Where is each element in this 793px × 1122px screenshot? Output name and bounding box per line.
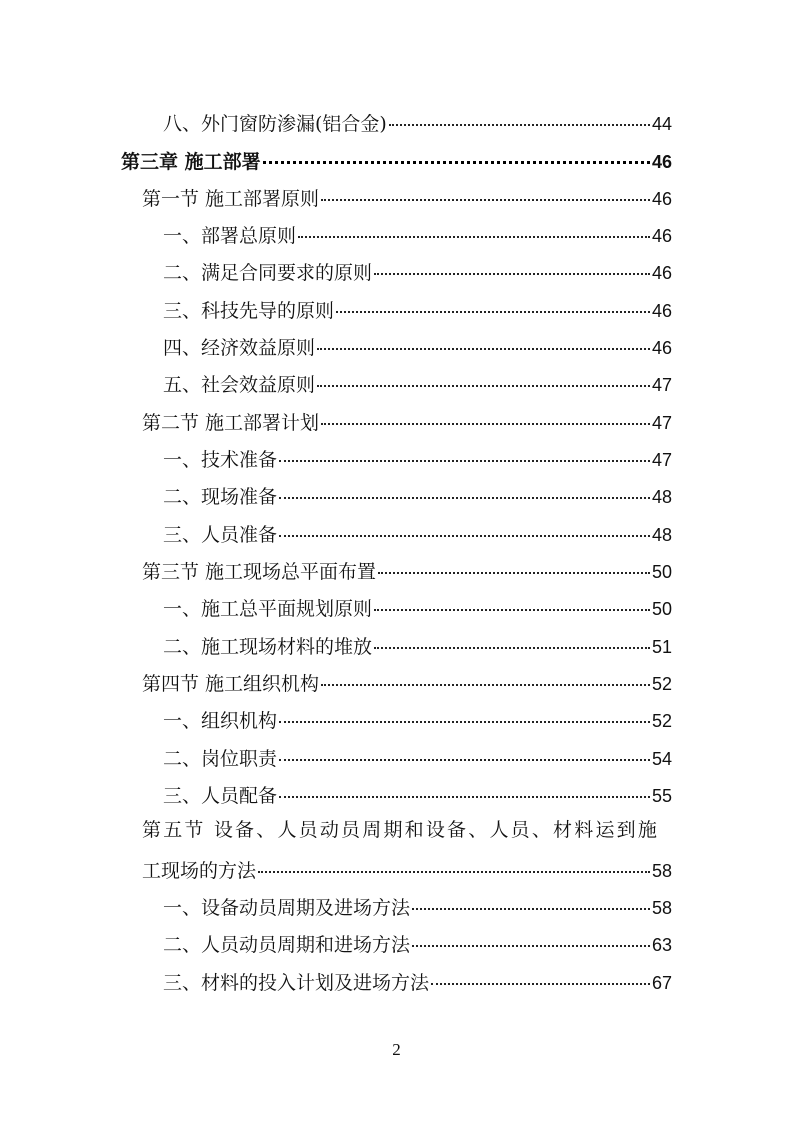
toc-entry-title: 三、材料的投入计划及进场方法	[163, 972, 430, 994]
dot-leader	[279, 699, 650, 723]
toc-entry-page: 50	[651, 562, 672, 582]
toc-entry-page: 52	[651, 711, 672, 731]
toc-chapter-entry[interactable]	[121, 143, 672, 173]
toc-section-entry[interactable]	[142, 554, 672, 584]
page-number: 2	[392, 1040, 401, 1059]
dot-leader	[412, 923, 650, 947]
dot-leader	[374, 251, 650, 275]
toc-entry-title: 二、人员动员周期和进场方法	[163, 934, 411, 956]
dot-leader	[317, 363, 650, 387]
toc-entry-page: 46	[651, 263, 672, 283]
dot-leader	[298, 214, 650, 238]
toc-entry-page: 51	[651, 637, 672, 657]
toc-entry-page: 58	[651, 898, 672, 918]
toc-entry[interactable]	[163, 255, 672, 285]
toc-entry-title: 四、经济效益原则	[163, 337, 316, 359]
toc-entry[interactable]	[163, 367, 672, 397]
toc-entry-page: 47	[651, 450, 672, 470]
dot-leader	[321, 401, 650, 425]
toc-entry-title: 三、人员配备	[163, 785, 278, 807]
toc-entry-page: 63	[651, 935, 672, 955]
toc-entry-title: 工现场的方法	[142, 860, 257, 882]
dot-leader	[374, 587, 650, 611]
toc-entry-title: 二、岗位职责	[163, 748, 278, 770]
toc-entry-title: 二、现场准备	[163, 486, 278, 508]
toc-entry[interactable]	[163, 479, 672, 509]
toc-entry-title: 第三节 施工现场总平面布置	[142, 561, 377, 583]
dot-leader	[279, 737, 650, 761]
toc-entry-title: 三、人员准备	[163, 524, 278, 546]
toc-entry[interactable]	[163, 890, 672, 920]
toc-entry-title: 八、外门窗防渗漏(铝合金)	[163, 113, 387, 135]
dot-leader	[374, 625, 650, 649]
dot-leader	[263, 139, 650, 164]
dot-leader	[279, 774, 650, 798]
toc-entry-title: 五、社会效益原则	[163, 374, 316, 396]
toc-entry[interactable]	[163, 106, 672, 136]
toc-entry-page: 48	[651, 487, 672, 507]
toc-entry-page: 50	[651, 599, 672, 619]
dot-leader	[412, 886, 650, 910]
toc-section-entry[interactable]	[142, 181, 672, 211]
toc-entry-page: 46	[651, 189, 672, 209]
dot-leader	[279, 513, 650, 537]
toc-entry[interactable]	[163, 591, 672, 621]
toc-entry[interactable]	[163, 330, 672, 360]
toc-entry-page: 47	[651, 375, 672, 395]
toc-entry-page: 55	[651, 786, 672, 806]
toc-entry-title: 一、组织机构	[163, 710, 278, 732]
toc-entry[interactable]	[163, 293, 672, 323]
dot-leader	[336, 289, 650, 313]
dot-leader	[321, 662, 650, 686]
toc-entry[interactable]	[163, 927, 672, 957]
toc-entry-page: 46	[651, 152, 672, 172]
toc-entry-page: 48	[651, 525, 672, 545]
toc-entry[interactable]	[163, 218, 672, 248]
dot-leader	[258, 849, 650, 873]
dot-leader	[378, 550, 650, 574]
toc-entry[interactable]	[163, 629, 672, 659]
toc-entry[interactable]	[163, 778, 672, 808]
dot-leader	[279, 438, 650, 462]
toc-entry-page: 46	[651, 338, 672, 358]
toc-entry-page: 54	[651, 749, 672, 769]
dot-leader	[431, 961, 650, 985]
dot-leader	[321, 177, 650, 201]
toc-section-entry-continuation[interactable]	[142, 853, 672, 883]
toc-entry[interactable]	[163, 517, 672, 547]
dot-leader	[279, 475, 650, 499]
toc-entry[interactable]	[163, 965, 672, 995]
toc-entry-page: 47	[651, 413, 672, 433]
toc-entry-page: 46	[651, 226, 672, 246]
toc-entry[interactable]	[163, 741, 672, 771]
toc-entry-page: 52	[651, 674, 672, 694]
toc-entry-title: 第二节 施工部署计划	[142, 412, 320, 434]
toc-entry-page: 46	[651, 301, 672, 321]
toc-entry[interactable]	[163, 703, 672, 733]
toc-entry-title: 一、部署总原则	[163, 225, 297, 247]
toc-entry-page: 67	[651, 973, 672, 993]
toc-entry-title: 第三章 施工部署	[121, 151, 261, 173]
toc-entry-title: 一、设备动员周期及进场方法	[163, 897, 411, 919]
toc-entry-title: 一、技术准备	[163, 449, 278, 471]
toc-section-entry[interactable]	[142, 666, 672, 696]
toc-entry[interactable]	[163, 442, 672, 472]
toc-entry-title: 第一节 施工部署原则	[142, 188, 320, 210]
toc-entry-title: 二、满足合同要求的原则	[163, 262, 373, 284]
toc-entry-title: 二、施工现场材料的堆放	[163, 636, 373, 658]
toc-entry-page: 44	[651, 114, 672, 134]
toc-section-entry[interactable]	[142, 405, 672, 435]
toc-entry-title: 一、施工总平面规划原则	[163, 598, 373, 620]
toc-entry-title: 三、科技先导的原则	[163, 300, 335, 322]
toc-entry-title: 第四节 施工组织机构	[142, 673, 320, 695]
dot-leader	[317, 326, 650, 350]
toc-section-entry-first-line[interactable]: 第五节 设备、人员动员周期和设备、人员、材料运到施	[142, 819, 660, 841]
toc-entry-page: 58	[651, 861, 672, 881]
dot-leader	[389, 102, 650, 126]
